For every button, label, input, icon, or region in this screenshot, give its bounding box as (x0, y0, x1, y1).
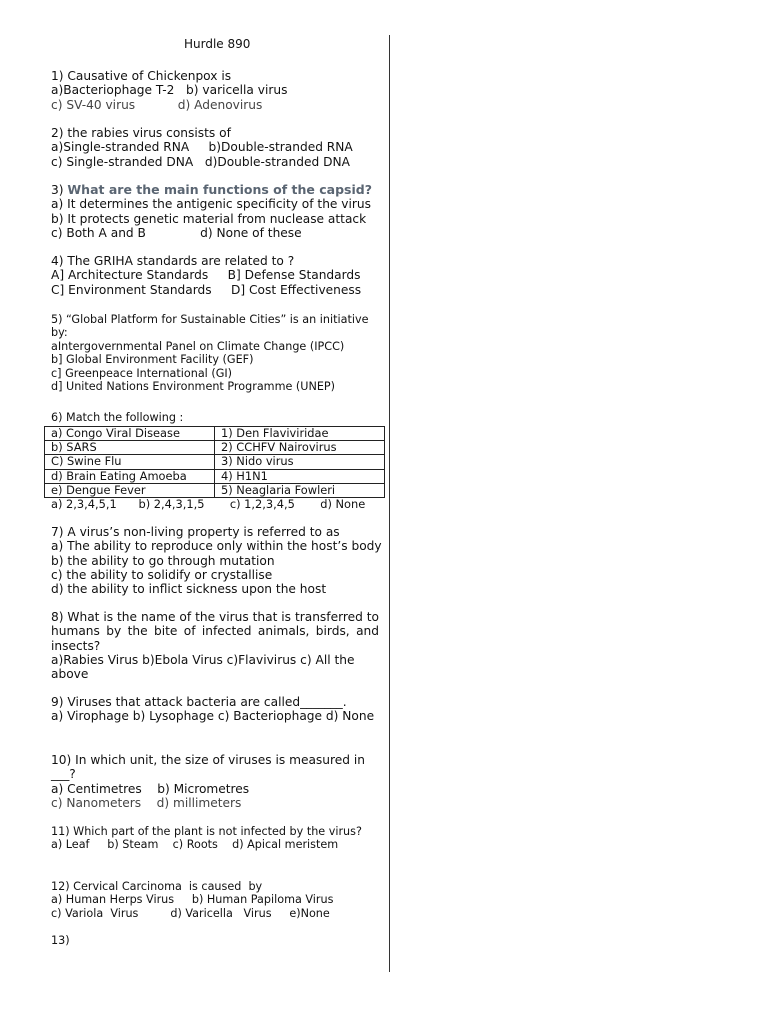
table-row (45, 469, 385, 483)
option-line: c) Both A and B d) None of these (51, 225, 302, 240)
option-line: c) SV-40 virus d) Adenovirus (51, 97, 263, 112)
table-cell: C) Swine Flu (45, 455, 215, 469)
question-text: 2) the rabies virus consists of (51, 126, 231, 140)
question-7 (51, 525, 382, 597)
option-line: b) It protects genetic material from nuclease attack (51, 211, 367, 226)
option-line: C] Environment Standards D] Cost Effectiveness (51, 282, 362, 297)
option-line: b] Global Environment Facility (GEF) (51, 353, 254, 367)
question-5 (51, 313, 379, 393)
table-cell: a) Congo Viral Disease (45, 427, 215, 441)
question-text: 4) The GRIHA standards are related to ? (51, 254, 295, 268)
table-cell: d) Brain Eating Amoeba (45, 469, 215, 483)
option-line: a) Virophage b) Lysophage c) Bacteriophage d) None (51, 709, 375, 724)
question-text: 1) Causative of Chickenpox is (51, 69, 232, 83)
table-cell: 1) Den Flaviviridae (215, 427, 385, 441)
option-line: a) Centimetres b) Micrometres (51, 781, 250, 796)
table-cell: 2) CCHFV Nairovirus (215, 441, 385, 455)
table-cell: e) Dengue Fever (45, 483, 215, 497)
option-line: A] Architecture Standards B] Defense Standards (51, 268, 361, 283)
option-line: a)Bacteriophage T-2 b) varicella virus (51, 83, 288, 98)
question-text: 5) “Global Platform for Sustainable Cities” is an initiative by: (51, 313, 369, 340)
question-text: 12) Cervical Carcinoma is caused by (51, 880, 263, 893)
match-table (44, 426, 385, 498)
table-cell: b) SARS (45, 441, 215, 455)
question-text (51, 183, 379, 197)
question-10 (51, 753, 379, 810)
option-line: a)Single-stranded RNA b)Double-stranded RNA (51, 140, 353, 155)
option-line: c) Single-stranded DNA d)Double-stranded DNA (51, 154, 350, 169)
table-row (45, 427, 385, 441)
table-row (45, 483, 385, 497)
question-text: 8) What is the name of the virus that is transferred to humans by the bite of infected animals, birds, and insects? (51, 610, 379, 653)
option-line: a) Leaf b) Steam c) Roots d) Apical meristem (51, 838, 339, 852)
option-line: a) 2,3,4,5,1 b) 2,4,3,1,5 c) 1,2,3,4,5 d) None (51, 497, 366, 511)
table-row (45, 455, 385, 469)
option-line: c) Variola Virus d) Varicella Virus e)None (51, 906, 330, 920)
question-2 (51, 126, 379, 169)
table-cell: 5) Neaglaria Fowleri (215, 483, 385, 497)
question-text: 7) A virus’s non-living property is referred to as (51, 525, 340, 539)
table-row (45, 441, 385, 455)
question-text: 9) Viruses that attack bacteria are called_______. (51, 695, 347, 709)
question-11 (51, 825, 379, 852)
option-line: c) Nanometers d) millimeters (51, 795, 242, 810)
question-number: 3) (51, 183, 68, 197)
option-line: a) Human Herps Virus b) Human Papiloma Virus (51, 893, 334, 907)
question-4 (51, 254, 379, 297)
question-8 (51, 610, 379, 681)
option-line: d) the ability to inflict sickness upon the host (51, 582, 327, 597)
option-line: a) It determines the antigenic specificity of the virus (51, 197, 371, 212)
table-cell: 4) H1N1 (215, 469, 385, 483)
option-line: c) the ability to solidify or crystallise (51, 567, 273, 582)
option-line: aIntergovernmental Panel on Climate Change (IPCC) (51, 339, 345, 353)
question-13 (51, 934, 379, 947)
option-line: b) the ability to go through mutation (51, 553, 275, 568)
page-title: Hurdle 890 (184, 37, 251, 51)
table-cell: 3) Nido virus (215, 455, 385, 469)
option-line: a)Rabies Virus b)Ebola Virus c)Flavivirus c) All the above (51, 652, 355, 682)
option-line: a) The ability to reproduce only within the host’s body (51, 539, 382, 554)
column-divider (389, 35, 390, 972)
question-12 (51, 880, 379, 920)
question-3 (51, 183, 379, 240)
question-text: 13) (51, 934, 70, 947)
question-9 (51, 695, 379, 724)
option-line: c] Greenpeace International (GI) (51, 366, 233, 380)
option-line: d] United Nations Environment Programme (UNEP) (51, 380, 336, 394)
highlighted-question: What are the main functions of the capsid? (67, 182, 372, 197)
question-text: 11) Which part of the plant is not infected by the virus? (51, 825, 362, 838)
question-6 (51, 411, 379, 424)
question-text: 10) In which unit, the size of viruses is measured in ___? (51, 753, 365, 782)
question-1 (51, 69, 379, 112)
question-text: 6) Match the following : (51, 411, 184, 424)
